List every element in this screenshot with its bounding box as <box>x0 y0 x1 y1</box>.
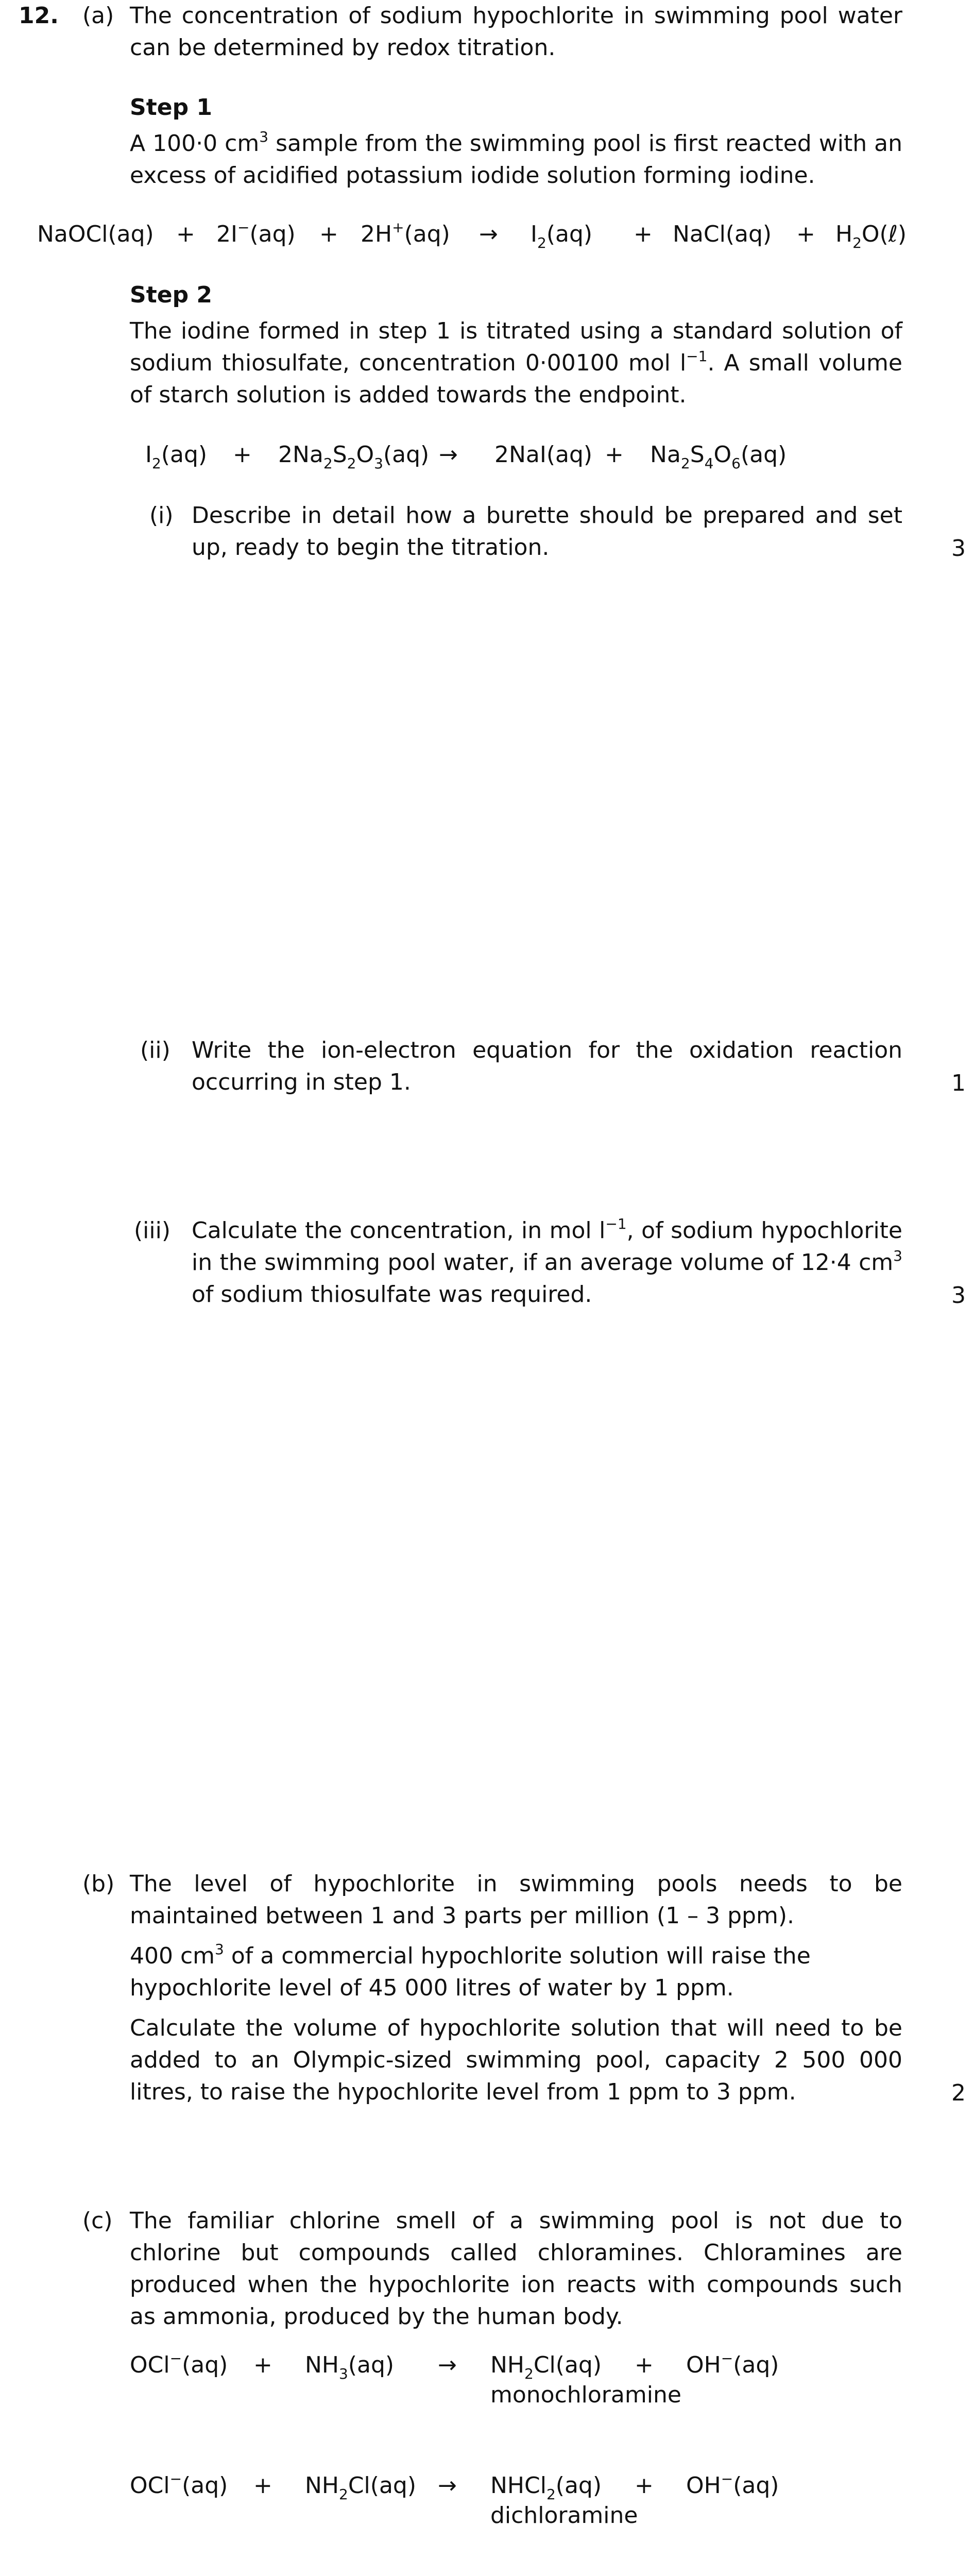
c-eq1-ocl-b: (aq) <box>182 2352 228 2378</box>
step1-text <box>130 128 902 192</box>
c-eq2-b2: Cl(aq) <box>348 2472 416 2499</box>
c-eq2-csub: 2 <box>546 2486 556 2503</box>
c-eq2-ocl-b: (aq) <box>182 2472 228 2499</box>
eq1-plus4: + <box>796 221 815 247</box>
eq1-h2o-a: H <box>835 221 853 247</box>
eq2-ts-sub1: 2 <box>323 455 333 472</box>
step2-heading: Step 2 <box>130 282 212 308</box>
eq1-nacl: NaCl(aq) <box>673 221 772 247</box>
part-a-i-question: Describe in detail how a burette should be prepared and set up, ready to begin the titration. <box>192 502 902 561</box>
part-a-iii-label: (iii) <box>134 1217 171 1244</box>
part-a-intro: The concentration of sodium hypochlorite in swimming pool water can be determined by redox titration. <box>130 3 902 61</box>
eq2-ts-sub2: 2 <box>347 455 356 472</box>
c-eq1-c1: NH <box>490 2352 524 2378</box>
eq2-i2-sub: 2 <box>151 455 161 472</box>
c-eq1-plus2: + <box>635 2352 654 2378</box>
eq1-plus3: + <box>634 221 653 247</box>
eq2-i2-a: I <box>145 442 152 468</box>
eq2-ts-c: O <box>356 442 374 468</box>
c-eq2-plus1: + <box>253 2472 272 2499</box>
c-eq1-ocl-sup: − <box>169 2350 182 2367</box>
c-eq2-d1: OH <box>686 2472 721 2499</box>
part-a-ii-marks: 1 <box>951 1070 966 1096</box>
eq2-ts-d: (aq) <box>383 442 430 468</box>
eq1-i2-a: I <box>531 221 537 247</box>
c-eq1-dsup: − <box>721 2350 733 2367</box>
part-a-iii-text-c: of sodium thiosulfate was required. <box>192 1281 592 1308</box>
part-a-iii-question <box>192 1215 902 1311</box>
c-eq2-dsup: − <box>721 2470 733 2487</box>
equation-step2 <box>0 439 974 471</box>
c-eq1-bsub: 3 <box>339 2365 348 2382</box>
c-eq2-ocl <box>130 2470 228 2502</box>
eq1-iodide-sup: − <box>237 219 250 236</box>
eq1-iodide-a: 2I <box>216 221 237 247</box>
eq2-tt-sub3: 6 <box>731 455 741 472</box>
eq2-arrow: → <box>439 442 458 468</box>
part-b-question: Calculate the volume of hypochlorite solution that will need to be added to an Olympic-sized swimming pool, capacity 2 500 000 litres, to raise the hypochlorite level from 1 ppm to 3 ppm. <box>130 2015 902 2105</box>
eq2-tt-d: (aq) <box>740 442 787 468</box>
eq1-plus2: + <box>319 221 338 247</box>
c-eq2-d2: (aq) <box>733 2472 779 2499</box>
eq1-hydrogen <box>361 218 450 250</box>
c-eq1-hydroxide <box>686 2349 779 2381</box>
eq2-nai: 2NaI(aq) <box>494 442 593 468</box>
eq1-plus1: + <box>176 221 195 247</box>
c-eq1-arrow: → <box>438 2352 457 2378</box>
part-a-iii-sup1: −1 <box>605 1215 627 1232</box>
eq2-tt-sub2: 4 <box>704 455 714 472</box>
c-eq1-c2: Cl(aq) <box>533 2352 602 2378</box>
c-eq2-name: dichloramine <box>490 2502 638 2529</box>
eq1-naocl: NaOCl(aq) <box>37 221 154 247</box>
c-eq2-reactant <box>305 2470 416 2502</box>
c-eq1-b1: NH <box>305 2352 339 2378</box>
part-c-label: (c) <box>82 2208 113 2234</box>
c-eq1-ocl-a: OCl <box>130 2352 170 2378</box>
c-eq1-csub: 2 <box>524 2365 534 2382</box>
question-number: 12. <box>19 3 59 29</box>
eq1-h-sup: + <box>392 219 404 236</box>
eq2-ts-sub3: 3 <box>374 455 383 472</box>
c-eq2-ocl-sup: − <box>169 2470 182 2487</box>
c-eq1-name: monochloramine <box>490 2382 681 2408</box>
part-b-text1: The level of hypochlorite in swimming pools needs to be maintained between 1 and 3 parts per million (1 – 3 ppm). <box>130 1871 902 1929</box>
step1-text-sup: 3 <box>259 128 269 145</box>
part-b-text2-a: 400 cm <box>130 1943 215 1969</box>
eq2-i2-b: (aq) <box>161 442 208 468</box>
c-eq1-d2: (aq) <box>733 2352 779 2378</box>
part-a-iii-text-b: , of sodium hypochlorite in the swimming pool water, if an average volume of 12·4 cm <box>192 1217 902 1276</box>
c-eq2-ocl-a: OCl <box>130 2472 170 2499</box>
step1-text-b: sample from the swimming pool is first reacted with an excess of acidified potassium iodide solution forming iodine. <box>130 130 902 189</box>
c-eq2-arrow: → <box>438 2472 457 2499</box>
eq2-tt-sub1: 2 <box>680 455 690 472</box>
c-eq2-hydroxide <box>686 2470 779 2502</box>
c-eq2-b1: NH <box>305 2472 339 2499</box>
part-b-text2-sup: 3 <box>215 1941 224 1958</box>
eq1-h-a: 2H <box>361 221 392 247</box>
part-a-i-marks: 3 <box>951 535 966 562</box>
eq2-tt-c: O <box>713 442 732 468</box>
eq1-h2o-b: O(ℓ) <box>861 221 907 247</box>
eq1-h-b: (aq) <box>404 221 450 247</box>
part-b-marks: 2 <box>951 2080 966 2106</box>
part-a-iii-marks: 3 <box>951 1282 966 1309</box>
eq2-tt-b: S <box>690 442 705 468</box>
part-a-i-label: (i) <box>149 502 174 529</box>
c-eq1-ocl <box>130 2349 228 2381</box>
eq2-thiosulfate <box>278 439 429 471</box>
eq1-h2o-sub: 2 <box>852 234 862 251</box>
eq1-iodide-b: (aq) <box>249 221 296 247</box>
eq2-tetrathionate <box>650 439 787 471</box>
c-eq2-bsub: 2 <box>339 2486 348 2503</box>
c-eq1-b2: (aq) <box>348 2352 395 2378</box>
eq1-water <box>835 218 907 250</box>
step2-text-a: The iodine formed in step 1 is titrated using a standard solution of sodium thiosulfate, concentration 0·00100 mol l <box>130 318 902 376</box>
step2-text-b: . A small volume of starch solution is added towards the endpoint. <box>130 350 902 408</box>
equation-step1 <box>0 218 974 250</box>
part-a-ii-label: (ii) <box>140 1037 170 1063</box>
eq1-i2-b: (aq) <box>546 221 593 247</box>
part-a-iii-text-a: Calculate the concentration, in mol l <box>192 1217 606 1244</box>
c-eq1-d1: OH <box>686 2352 721 2378</box>
c-eq2-c1: NHCl <box>490 2472 546 2499</box>
eq1-iodine <box>531 218 592 250</box>
step2-text <box>130 315 902 411</box>
c-eq1-plus1: + <box>253 2352 272 2378</box>
eq2-plus1: + <box>233 442 252 468</box>
eq2-plus2: + <box>605 442 624 468</box>
c-eq1-reactant <box>305 2349 394 2381</box>
part-c-intro: The familiar chlorine smell of a swimming pool is not due to chlorine but compounds called chloramines. Chloramines are produced when the hypochlorite ion reacts with compounds such as ammonia, produced by the human body. <box>130 2208 902 2330</box>
chloramine-eq2 <box>0 2470 974 2537</box>
chloramine-eq1 <box>0 2349 974 2416</box>
part-b-label: (b) <box>82 1871 115 1897</box>
c-eq2-c2: (aq) <box>555 2472 602 2499</box>
c-eq2-plus2: + <box>635 2472 654 2499</box>
step1-heading: Step 1 <box>130 94 212 121</box>
eq2-ts-b: S <box>332 442 347 468</box>
eq2-ts-a: 2Na <box>278 442 323 468</box>
part-b-text2 <box>130 1940 902 2004</box>
eq2-iodine <box>145 439 207 471</box>
part-b-text2-b: of a commercial hypochlorite solution will raise the hypochlorite level of 45 000 litres of water by 1 ppm. <box>130 1943 811 2001</box>
eq2-tt-a: Na <box>650 442 681 468</box>
part-a-label: (a) <box>82 3 114 29</box>
step2-text-sup: −1 <box>686 348 708 365</box>
step1-text-a: A 100·0 cm <box>130 130 260 157</box>
c-eq1-product <box>490 2349 602 2381</box>
c-eq2-product <box>490 2470 602 2502</box>
eq1-i2-sub: 2 <box>537 234 546 251</box>
eq1-iodide <box>216 218 296 250</box>
eq1-arrow: → <box>479 221 498 247</box>
part-a-iii-sup2: 3 <box>893 1247 902 1264</box>
part-a-ii-question: Write the ion-electron equation for the oxidation reaction occurring in step 1. <box>192 1037 902 1095</box>
